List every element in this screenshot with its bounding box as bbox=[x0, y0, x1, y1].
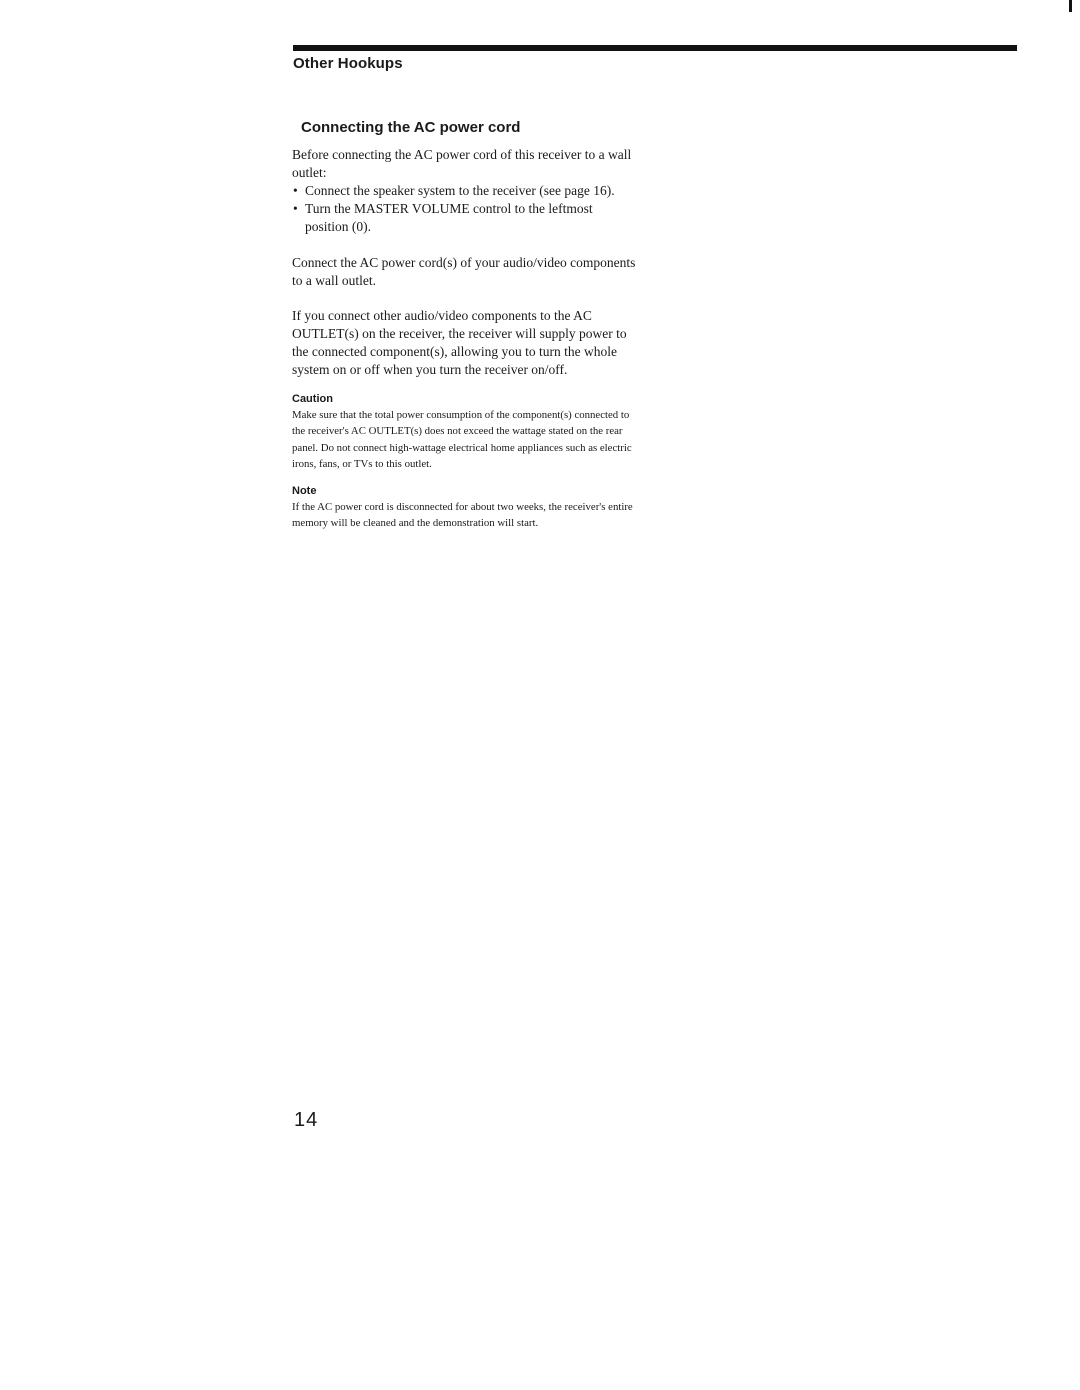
note-heading: Note bbox=[292, 484, 317, 497]
list-item: • Turn the MASTER VOLUME control to the leftmost position (0). bbox=[292, 200, 637, 236]
body-paragraph: Connect the AC power cord(s) of your audio/video components to a wall outlet. bbox=[292, 255, 636, 288]
page-edge-mark bbox=[1069, 0, 1072, 12]
caution-heading: Caution bbox=[292, 393, 333, 405]
header-rule bbox=[293, 45, 1017, 51]
page-title: Connecting the AC power cord bbox=[301, 119, 521, 136]
caution-text: Make sure that the total power consumption of the component(s) connected to the receiver's AC OUTLET(s) does not exceed the wattage stated on the rear panel. Do not connect high-wattage electrical home appliances such as electric irons, fans, or TVs to this outlet. bbox=[292, 409, 632, 471]
note-text: If the AC power cord is disconnected for about two weeks, the receiver's entire memory will be cleaned and the demonstration will start. bbox=[292, 500, 633, 530]
page-number: 14 bbox=[294, 1109, 319, 1131]
main-content bbox=[292, 146, 637, 531]
list-item: • Connect the speaker system to the receiver (see page 16). bbox=[292, 182, 637, 200]
prerequisite-list bbox=[292, 182, 637, 236]
intro-paragraph: Before connecting the AC power cord of this receiver to a wall outlet: bbox=[292, 147, 632, 180]
body-paragraph: If you connect other audio/video components to the AC OUTLET(s) on the receiver, the receiver will supply power to the connected component(s), allowing you to turn the whole system on or off when you turn the receiver on/off. bbox=[292, 308, 627, 377]
section-header: Other Hookups bbox=[293, 55, 403, 72]
